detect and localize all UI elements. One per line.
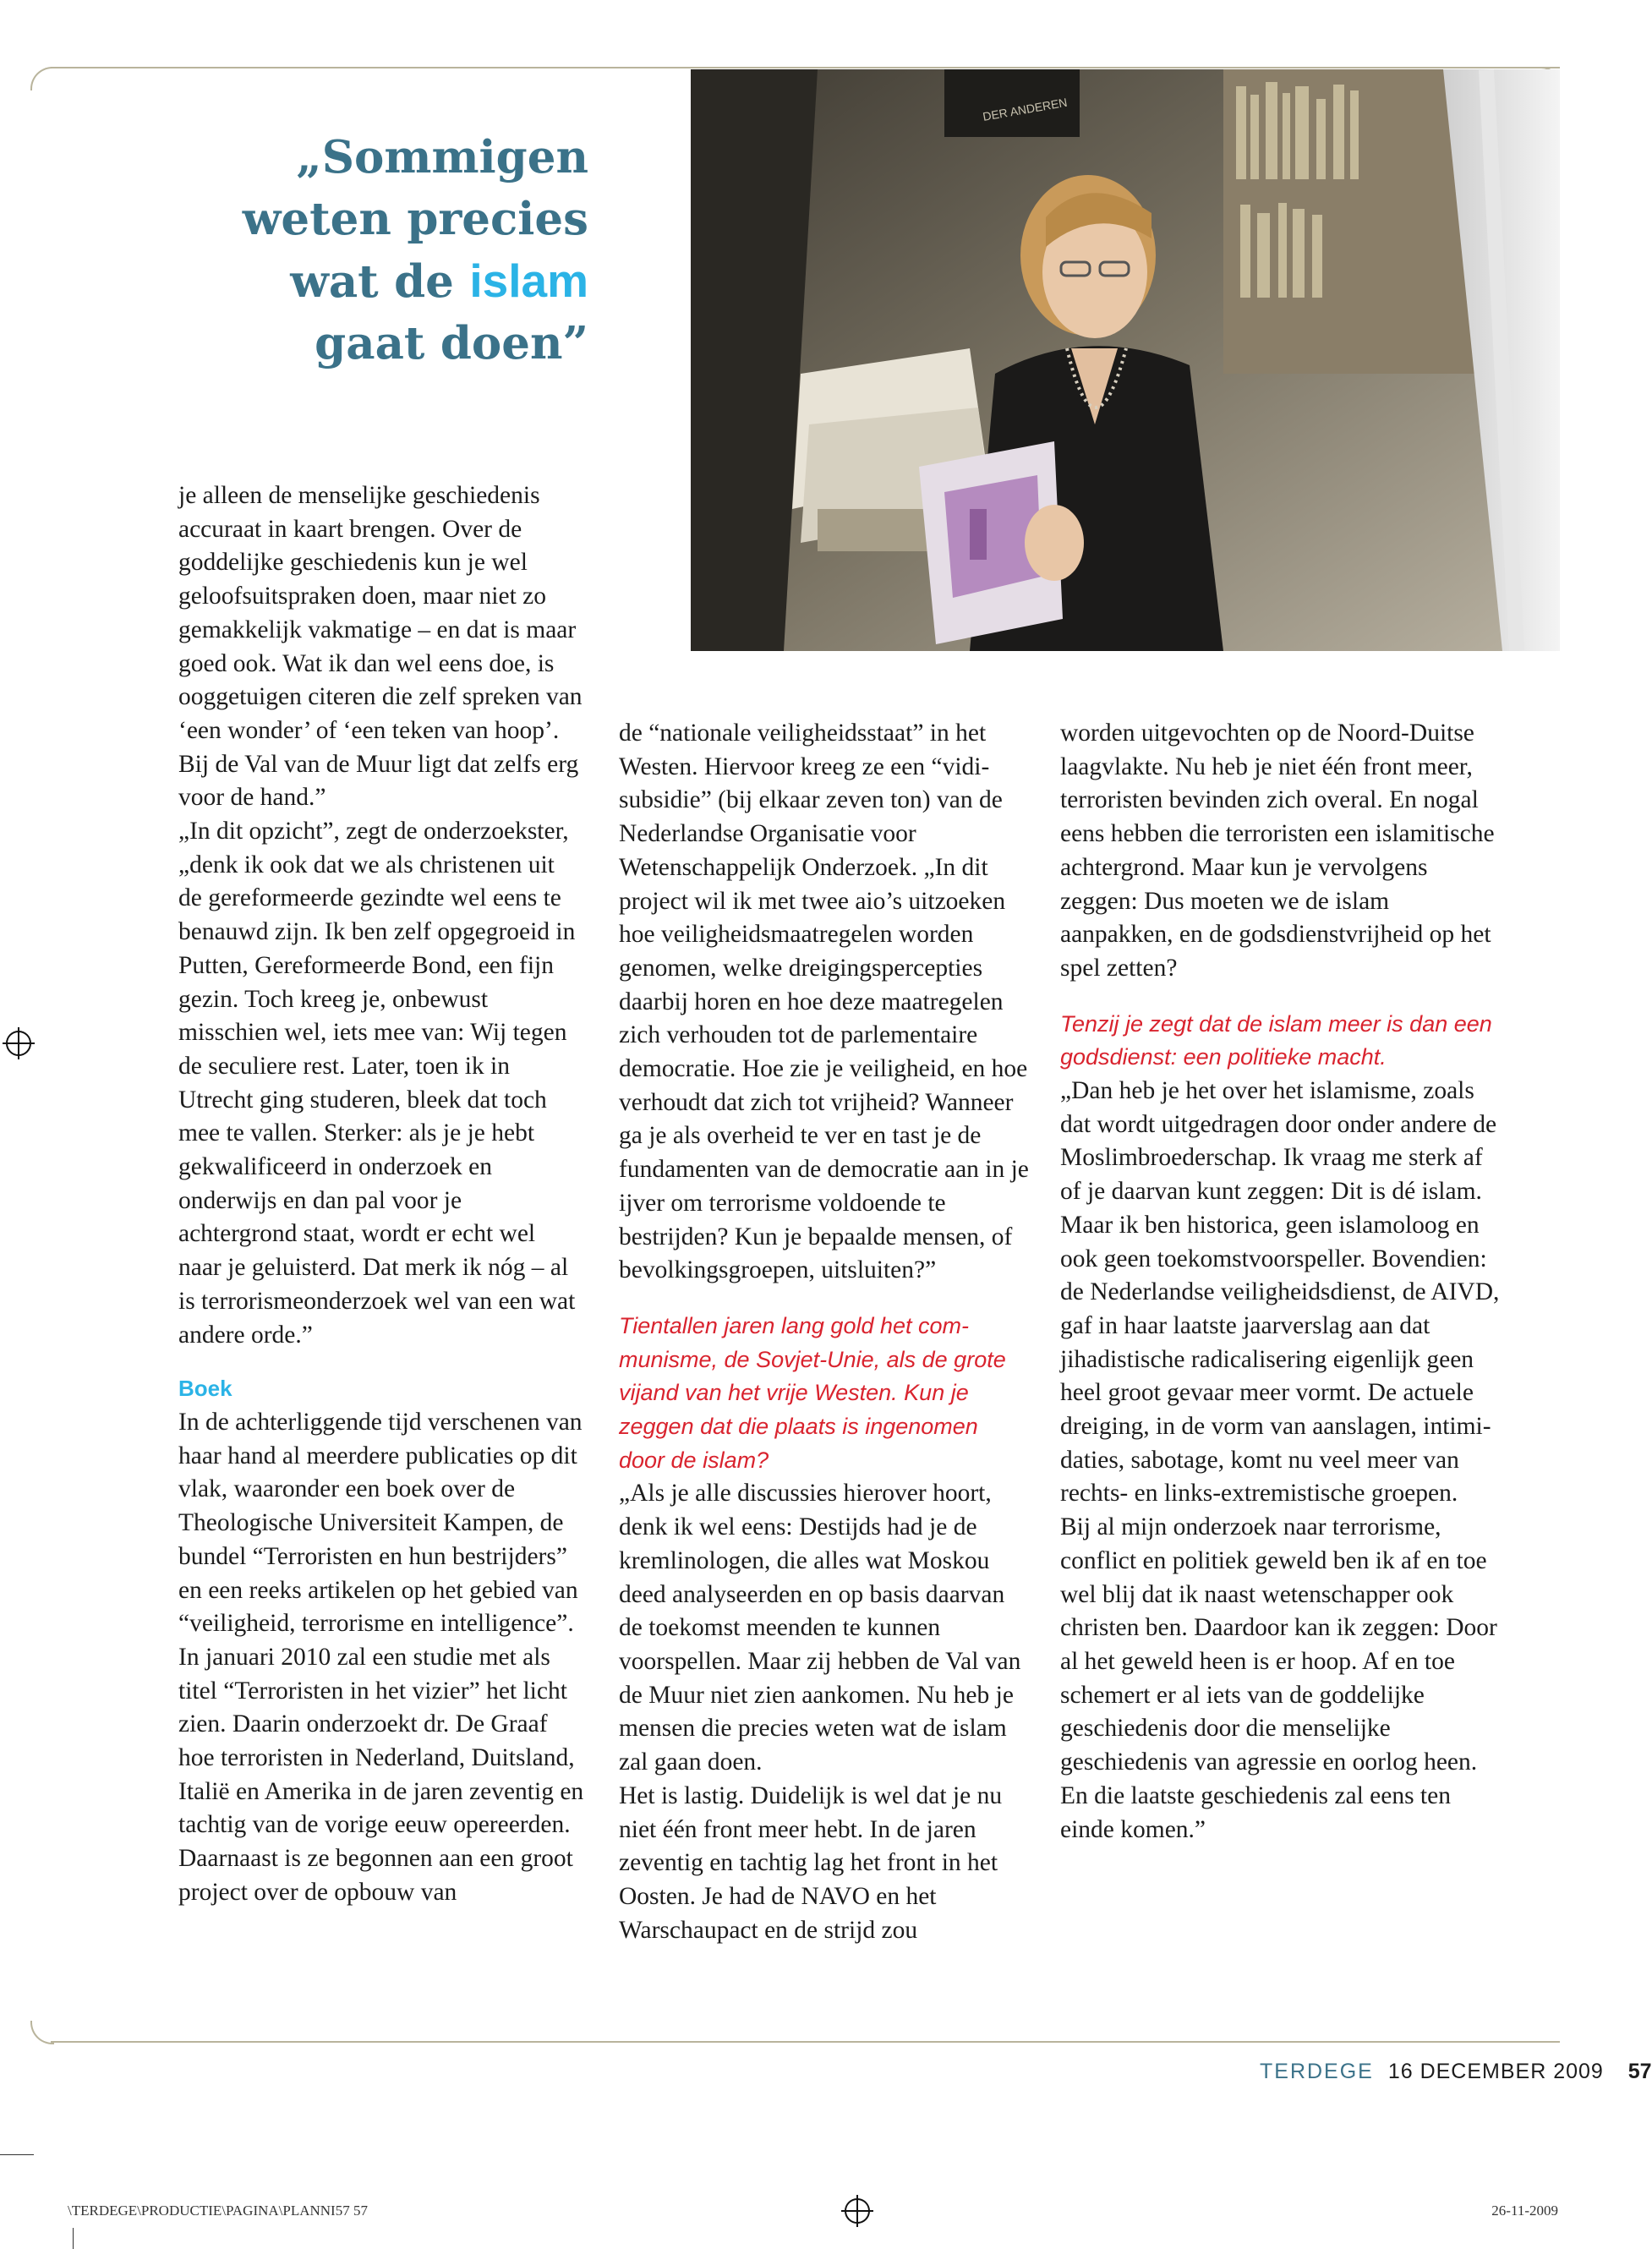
crop-mark [0,2154,34,2155]
issue-date: 16 DECEMBER 2009 [1387,2060,1604,2083]
page-number: 57 [1627,2060,1652,2083]
portrait-photo [691,69,1560,651]
column-1-paragraph-3: In de achterliggende tijd verschenen van haar hand al meerdere publicaties op dit vlak, waaronder een boek over de Theologische Universiteit Kampen, de bundel “Terroristen en hun bestrijders” en een reeks artikelen op het gebied van “veiligheid, terrorisme en intelligence”. [178,1408,583,1638]
portrait-photo-illustration [691,69,1560,651]
column-3-paragraph-2: „Dan heb je het over het islamisme, zoals dat wordt uitgedragen door onder andere de Moslimbroederschap. Ik vraag me sterk af of je daarvan kunt zeggen: Dit is dé islam. Maar ik ben historica, geen islamoloog en ook geen toekomstvoorspeller. Bovendien: de Nederlandse veiligheidsdienst, de AIVD, gaf in haar laatste jaarverslag aan dat jihadistische radicalisering eigenlijk geen heel groot gevaar meer vormt. De actuele dreiging, in de vorm van aanslagen, intimidaties, sabotage, komt nu veel meer van rechts- en links-extremistische groepen. [1060,1077,1500,1508]
column-1-paragraph-1: je alleen de menselijke geschiedenis accuraat in kaart brengen. Over de goddelijke geschiedenis kun je wel geloofsuitspraken doen, maar niet zo gemakkelijk vakmatige – en dat is maar goed ook. Wat ik dan wel eens doe, is ooggetuigen citeren die zelf spreken van ‘een wonder’ of ‘een teken van hoop’. Bij de Val van de Muur ligt dat zelfs erg voor de hand.” [178,482,583,812]
print-slug-path: \TERDEGE\PRODUCTIE\PAGINA\PLANNI57 57 [68,2202,368,2219]
article-column-1 [178,479,584,1910]
book-spine-text: DER ANDEREN [982,95,1069,123]
column-1-paragraph-4: In januari 2010 zal een studie met als titel “Terroristen in het vizier” het licht zien. Daarin onderzoekt dr. De Graaf hoe terroristen in Nederland, Duitsland, Italië en Amerika in de jaren zeventig en tachtig van de vorige eeuw opereerden. [178,1643,584,1839]
headline-highlight-word: islam [469,254,588,307]
headline-line-3 [194,250,588,313]
interview-question-1: Tientallen jaren lang gold het communisme, de Sovjet-Unie, als de grote vijand van het vrije Westen. Kun je zeggen dat die plaats is ingenomen door de islam? [619,1312,1006,1473]
top-left-corner [30,67,54,90]
pull-quote-headline [194,127,588,375]
magazine-name: TERDEGE [1260,2060,1374,2083]
top-rule [51,67,1560,68]
column-2-paragraph-1: de “nationale veiligheidsstaat” in het Westen. Hiervoor kreeg ze een “vidi-subsidie” (bij elkaar zeven ton) van de Nederlandse Organisatie voor Wetenschappelijk Onderzoek. „In dit project wil ik met twee aio’s uitzoeken hoe veiligheidsmaatregelen worden genomen, welke dreigingspercepties daarbij horen en hoe deze maatregelen zich verhouden tot de parlementaire democratie. Hoe zie je veiligheid, en hoe verhoudt dat zich tot vrijheid? Wanneer ga je als overheid te ver en tast je de fundamenten van de democratie aan in je ijver om terrorisme voldoende te bestrijden? Kun je bepaalde mensen, of bevolkingsgroepen, uitsluiten?” [619,720,1029,1284]
column-1-paragraph-5: Daarnaast is ze begonnen aan een groot project over de opbouw van [178,1845,573,1906]
bottom-rule [51,2041,1560,2043]
column-3-paragraph-1: worden uitgevochten op de Noord-Duitse laagvlakte. Nu heb je niet één front meer, terroristen bevinden zich overal. En nogal eens hebben die terroristen een islamitische achtergrond. Maar kun je vervolgens zeggen: Dus moeten we de islam aanpakken, en de godsdienstvrijheid op het spel zetten? [1060,720,1495,982]
column-3-paragraph-3: Bij al mijn onderzoek naar terrorisme, conflict en politiek geweld ben ik af en toe wel blij dat ik naast wetenschapper ook christen ben. Daardoor kan ik zeggen: Door al het geweld heen is er hoop. Af en toe schemert er al iets van de goddelijke geschiedenis door die menselijke geschiedenis van agressie en oorlog heen. En die laatste geschiedenis zal eens ten einde komen.” [1060,1513,1497,1843]
column-2-paragraph-2: „Als je alle discussies hierover hoort, denk ik wel eens: Destijds had je de kremlinologen, die alles wat Moskou deed analyseerden en op basis daarvan de toekomst meenden te kunnen voorspellen. Maar zij hebben de Val van de Muur niet zien aankomen. Nu heb je mensen die precies weten wat de islam zal gaan doen. [619,1480,1021,1776]
registration-mark-icon [6,1031,31,1056]
column-2-paragraph-3: Het is lastig. Duidelijk is wel dat je nu niet één front meer hebt. In de jaren zeventig en tachtig lag het front in het Oosten. Je had de NAVO en het Warschaupact en de strijd zou [619,1781,1003,1944]
print-slug-date: 26-11-2009 [1491,2202,1558,2219]
headline-line-1: „Sommigen [296,131,588,183]
headline-line-2: weten precies [242,193,588,245]
section-subhead: Boek [178,1376,232,1402]
headline-line-4: gaat doen” [315,317,588,369]
bottom-left-corner [30,2021,54,2044]
article-column-2 [619,717,1029,1947]
headline-line-3-pre: wat de [290,255,470,308]
interview-question-2: Tenzij je zegt dat de islam meer is dan een godsdienst: een politieke macht. [1060,1010,1492,1070]
page-footer [1260,2060,1652,2084]
article-column-3 [1060,717,1500,1847]
registration-mark-icon [845,2198,870,2224]
column-1-paragraph-2: „In dit opzicht”, zegt de onderzoekster, „denk ik ook dat we als christenen uit de gereformeerde gezindte wel eens te benauwd zijn. Ik ben zelf opgegroeid in Putten, Gereformeerde Bond, een fijn gezin. Toch kreeg je, onbewust misschien wel, iets mee van: Wij tegen de seculiere rest. Later, toen ik in Utrecht ging studeren, bleek dat toch mee te vallen. Sterker: als je je hebt gekwalificeerd in onderzoek en onderwijs en dan pal voor je achtergrond staat, wordt er echt wel naar je geluisterd. Dat merk ik nóg – al is terrorismeonderzoek wel van een wat andere orde.” [178,818,576,1349]
crop-mark [73,2228,74,2249]
